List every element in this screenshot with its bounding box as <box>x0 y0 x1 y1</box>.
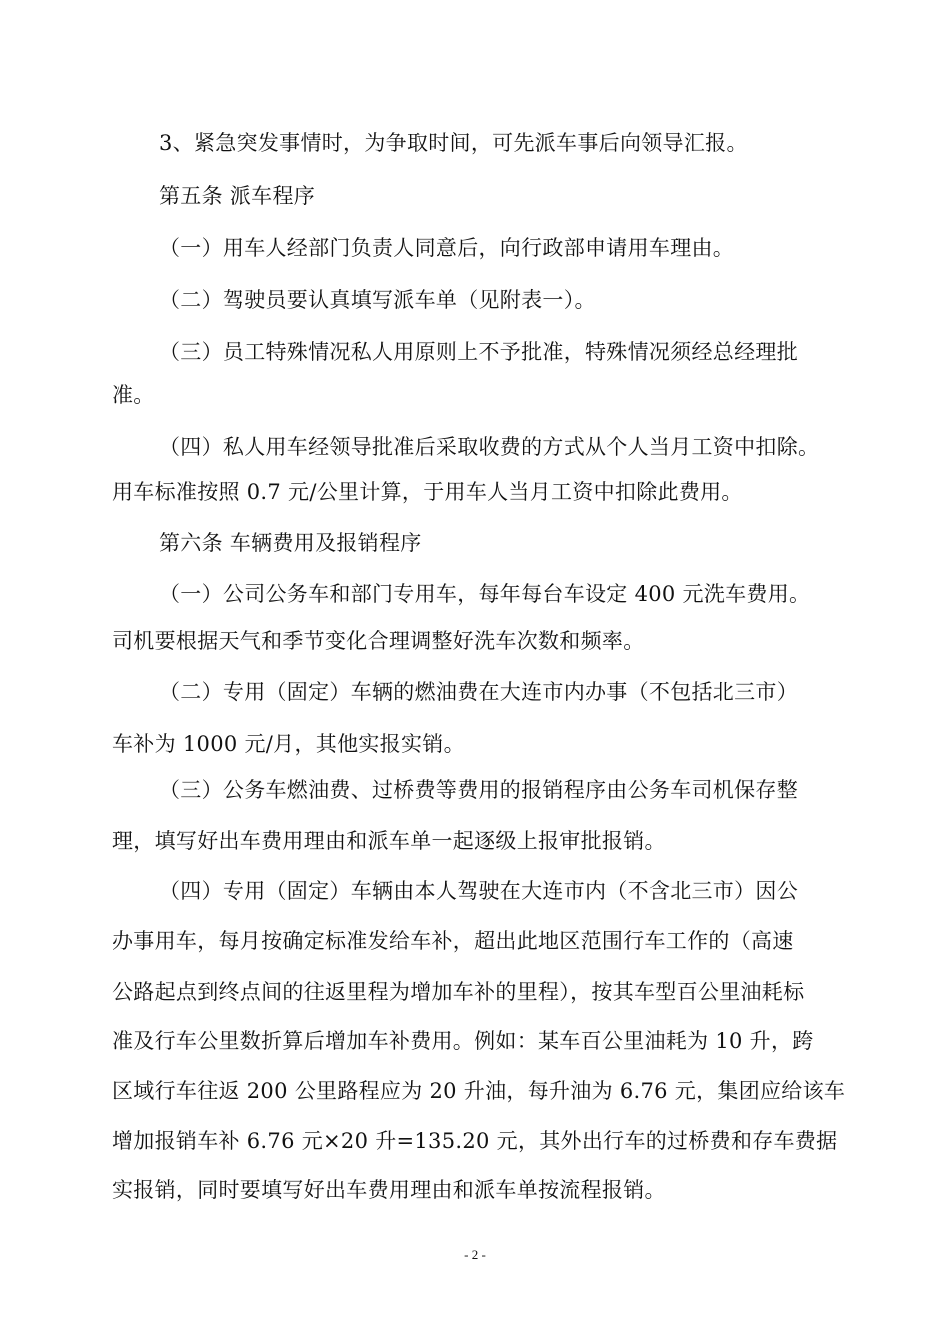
text-line-16: （四）专用（固定）车辆由本人驾驶在大连市内（不含北三市）因公 <box>159 879 798 903</box>
text-line-6: 准。 <box>112 383 155 407</box>
text-line-15: 理，填写好出车费用理由和派车单一起逐级上报审批报销。 <box>112 829 666 853</box>
text-line-3: （一）用车人经部门负责人同意后，向行政部申请用车理由。 <box>159 236 735 260</box>
text-line-7: （四）私人用车经领导批准后采取收费的方式从个人当月工资中扣除。 <box>159 435 820 459</box>
text-line-22: 实报销，同时要填写好出车费用理由和派车单按流程报销。 <box>112 1178 666 1202</box>
text-line-8: 用车标准按照 0.7 元/公里计算，于用车人当月工资中扣除此费用。 <box>112 480 743 504</box>
text-line-5: （三）员工特殊情况私人用原则上不予批准，特殊情况须经总经理批 <box>159 340 798 364</box>
text-line-13: 车补为 1000 元/月，其他实报实销。 <box>112 732 465 756</box>
text-line-10: （一）公司公务车和部门专用车，每年每台车设定 400 元洗车费用。 <box>159 582 811 606</box>
text-line-4: （二）驾驶员要认真填写派车单（见附表一）。 <box>159 288 596 312</box>
page-number: - 2 - <box>464 1247 486 1262</box>
section-heading-5: 第五条 派车程序 <box>159 184 316 208</box>
text-line-17: 办事用车，每月按确定标准发给车补，超出此地区范围行车工作的（高速 <box>112 929 794 953</box>
text-line-11: 司机要根据天气和季节变化合理调整好洗车次数和频率。 <box>112 629 645 653</box>
text-line-12: （二）专用（固定）车辆的燃油费在大连市内办事（不包括北三市） <box>159 680 798 704</box>
text-line-19: 准及行车公里数折算后增加车补费用。例如：某车百公里油耗为 10 升，跨 <box>112 1029 814 1053</box>
text-line-14: （三）公务车燃油费、过桥费等费用的报销程序由公务车司机保存整 <box>159 778 798 802</box>
text-line-1: 3、紧急突发事情时，为争取时间，可先派车事后向领导汇报。 <box>159 131 748 155</box>
text-line-18: 公路起点到终点间的往返里程为增加车补的里程），按其车型百公里油耗标 <box>112 980 805 1004</box>
text-line-21: 增加报销车补 6.76 元×20 升=135.20 元，其外出行车的过桥费和存车费据 <box>112 1129 838 1153</box>
text-line-20: 区域行车往返 200 公里路程应为 20 升油，每升油为 6.76 元，集团应给该车 <box>112 1079 846 1103</box>
section-heading-6: 第六条 车辆费用及报销程序 <box>159 531 422 555</box>
